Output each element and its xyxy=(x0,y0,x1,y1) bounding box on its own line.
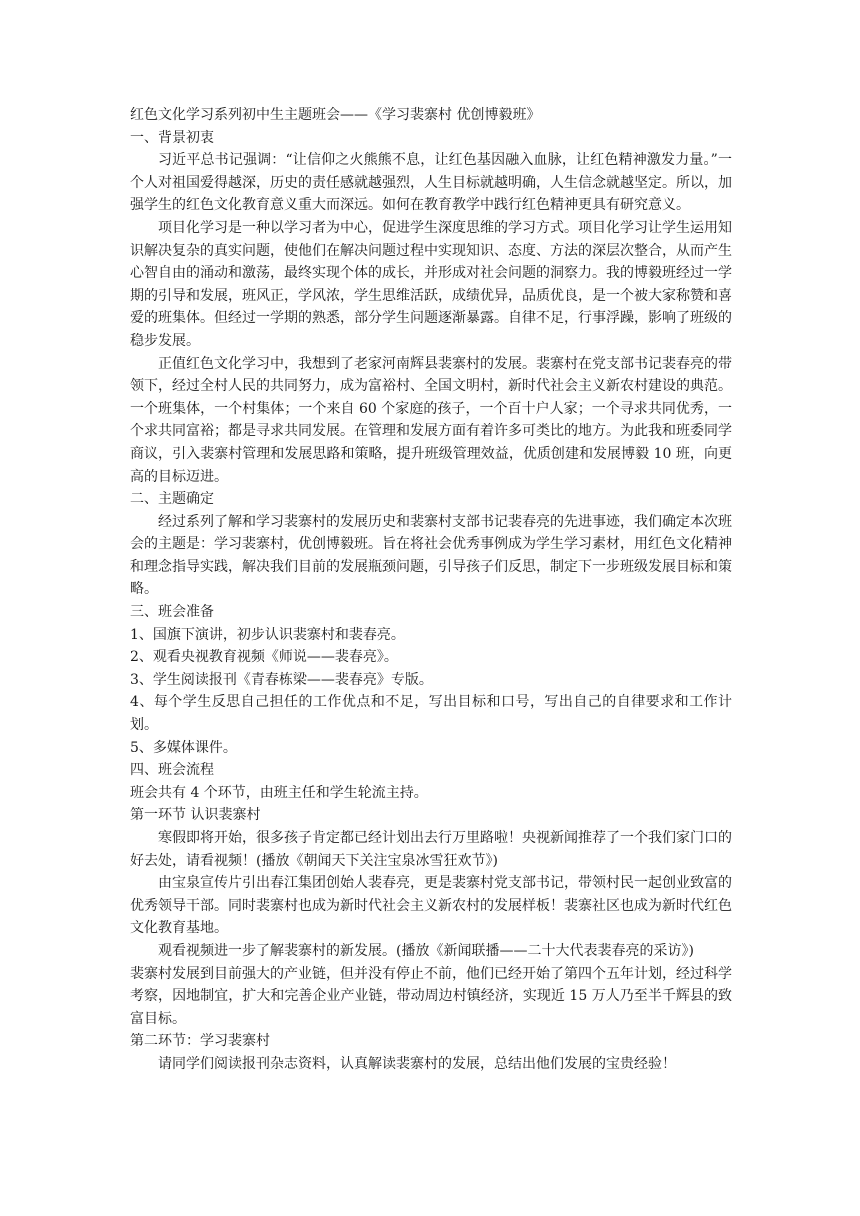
paragraph: 寒假即将开始，很多孩子肯定都已经计划出去行万里路啦！央视新闻推荐了一个我们家门口的好去处，请看视频！(播放《朝闻天下关注宝泉冰雪狂欢节》) xyxy=(130,830,732,869)
list-item: 4、每个学生反思自己担任的工作优点和不足，写出目标和口号，写出自己的自律要求和工作计划。 xyxy=(130,694,732,734)
list-item: 2、观看央视教育视频《师说——裴春亮》。 xyxy=(130,649,398,666)
subsection-heading-step1: 第一环节 认识裴寨村 xyxy=(130,807,261,824)
document-body xyxy=(130,104,732,1076)
subsection-heading-step2: 第二环节：学习裴寨村 xyxy=(130,1033,270,1050)
section-heading-preparation: 三、班会准备 xyxy=(130,604,214,621)
section-heading-background: 一、背景初衷 xyxy=(130,129,214,146)
paragraph: 由宝泉宣传片引出春江集团创始人裴春亮，更是裴寨村党支部书记，带领村民一起创业致富的优秀领导干部。同时裴寨村也成为新时代社会主义新农村的发展样板！裴寨社区也成为新时代红色文化教育基地。 xyxy=(130,875,732,937)
list-item: 5、多媒体课件。 xyxy=(130,739,237,756)
list-item: 1、国旗下演讲，初步认识裴寨村和裴春亮。 xyxy=(130,626,405,643)
section-heading-theme: 二、主题确定 xyxy=(130,491,214,508)
paragraph: 经过系列了解和学习裴寨村的发展历史和裴寨村支部书记裴春亮的先进事迹，我们确定本次班会的主题是：学习裴寨村，优创博毅班。旨在将社会优秀事例成为学生学习素材，用红色文化精神和理念指导实践，解决我们目前的发展瓶颈问题，引导孩子们反思，制定下一步班级发展目标和策略。 xyxy=(130,513,732,598)
section-heading-process: 四、班会流程 xyxy=(130,762,214,779)
document-title: 红色文化学习系列初中生主题班会——《学习裴寨村 优创博毅班》 xyxy=(130,107,541,123)
paragraph: 请同学们阅读报刊杂志资料，认真解读裴寨村的发展，总结出他们发展的宝贵经验！ xyxy=(158,1055,676,1072)
paragraph: 观看视频进一步了解裴寨村的新发展。(播放《新闻联播——二十大代表裴春亮的采访》) xyxy=(158,942,694,959)
paragraph: 项目化学习是一种以学习者为中心，促进学生深度思维的学习方式。项目化学习让学生运用知识解决复杂的真实问题，使他们在解决问题过程中实现知识、态度、方法的深层次整合，从而产生心智自由的涌动和激荡，最终实现个体的成长，并形成对社会问题的洞察力。我的博毅班经过一学期的引导和发展，班风正，学风浓，学生思维活跃，成绩优异，品质优良，是一个被大家称赞和喜爱的班集体。但经过一学期的熟悉，部分学生问题逐渐暴露。自律不足，行事浮躁，影响了班级的稳步发展。 xyxy=(130,219,732,349)
paragraph: 班会共有 4 个环节，由班主任和学生轮流主持。 xyxy=(130,784,428,801)
paragraph: 正值红色文化学习中，我想到了老家河南辉县裴寨村的发展。裴寨村在党支部书记裴春亮的带领下，经过全村人民的共同努力，成为富裕村、全国文明村，新时代社会主义新农村建设的典范。一个班集体，一个村集体；一个来自 60 个家庭的孩子，一个百十户人家；一个寻求共同优秀，一个求共同富裕；都是寻求共同发展。在管理和发展方面有着许多可类比的地方。为此我和班委同学商议，引入裴寨村管理和发展思路和策略，提升班级管理效益，优质创建和发展博毅 10 班，向更高的目标迈进。 xyxy=(130,355,732,485)
paragraph: 裴寨村发展到目前强大的产业链，但并没有停止不前，他们已经开始了第四个五年计划，经过科学考察，因地制宜，扩大和完善企业产业链，带动周边村镇经济，实现近 15 万人乃至半千辉县的致富目标。 xyxy=(130,965,732,1027)
list-item: 3、学生阅读报刊《青春栋梁——裴春亮》专版。 xyxy=(130,671,433,688)
paragraph: 习近平总书记强调：“让信仰之火熊熊不息，让红色基因融入血脉，让红色精神激发力量。”一个人对祖国爱得越深，历史的责任感就越强烈，人生目标就越明确，人生信念就越坚定。所以，加强学生的红色文化教育意义重大而深远。如何在教育教学中践行红色精神更具有研究意义。 xyxy=(130,152,732,214)
